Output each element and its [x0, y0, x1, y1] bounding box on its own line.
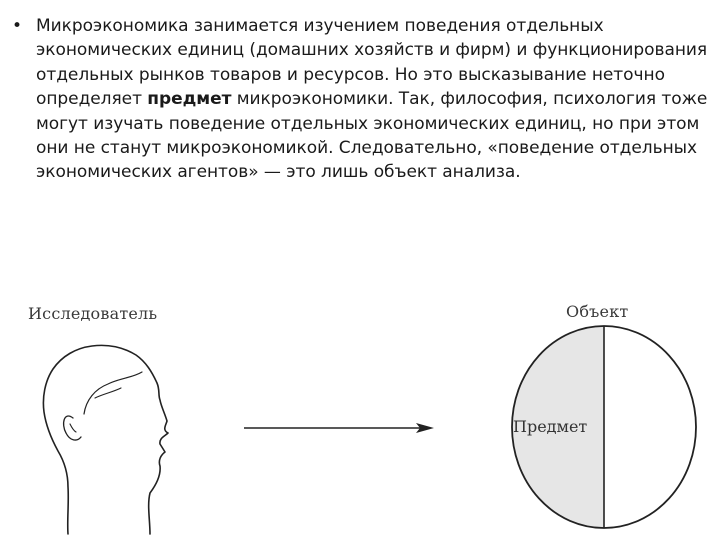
bold-term-predmet: предмет [147, 89, 232, 110]
researcher-label: Исследователь [28, 304, 158, 323]
hairline-stroke [84, 372, 142, 414]
subject-label: Предмет [513, 417, 588, 436]
paragraph-text-start: Микроэкономика занимается изучением поведения отдельных экономических единиц (домашних хозяйств и фирм) и функционирования отдельных рынков товаров и ресурсов. Но это высказывание неточно определяет [36, 16, 708, 110]
paragraph-text-end: микроэкономики. Так, философия, психология тоже могут изучать поведение отдельных экономических единиц, но при этом они не станут микроэкономикой. Следовательно, «поведение отдельных экономических агентов» — это лишь объект анализа. [36, 89, 708, 183]
bullet-marker: • [12, 16, 23, 36]
head-silhouette-icon [43, 345, 168, 534]
object-label: Объект [566, 302, 629, 321]
ear-inner [70, 424, 76, 432]
